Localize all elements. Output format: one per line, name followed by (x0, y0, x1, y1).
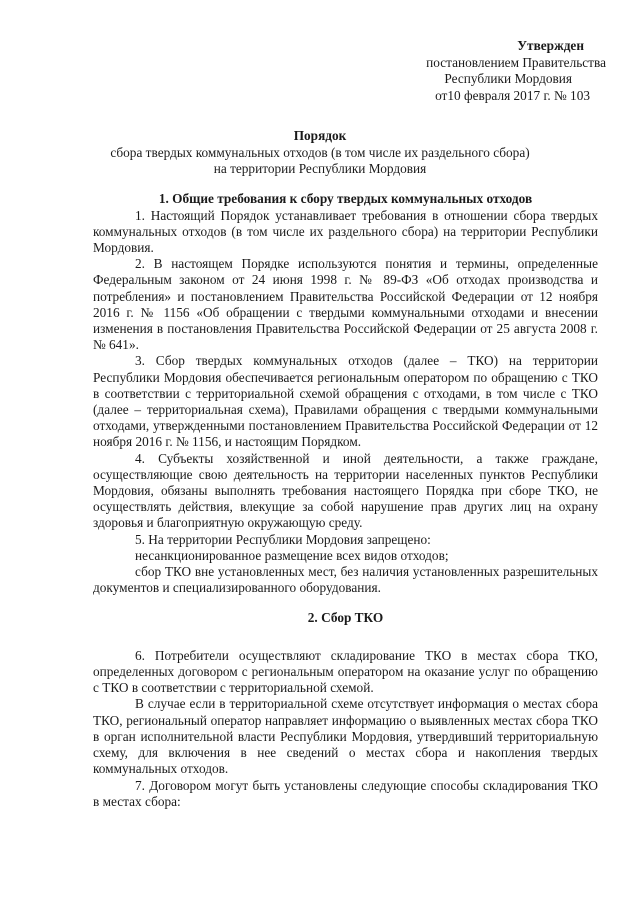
section-1-heading: 1. Общие требования к сбору твердых коммунальных отходов (158, 191, 533, 206)
paragraph-4: 4. Субъекты хозяйственной и иной деятельности, а также граждане, осуществляющие свою деятельность на территории населенных пунктов Республики Мордовия, обязаны выполнять требования настоящего Порядка при сборе ТКО, не осуществлять действия, влекущие за собой нарушение прав других лиц на охрану здоровья и благоприятную окружающую среду. (93, 450, 598, 531)
document-title-block (92, 128, 548, 178)
paragraph-6-continued: В случае если в территориальной схеме отсутствует информация о местах сбора ТКО, региональный оператор направляет информацию о выявленных местах сбора ТКО в орган исполнительной власти Республики Мордовия, утвердивший территориальную схему, для включения в нее сведений о местах сбора и накопления твердых коммунальных отходов. (93, 696, 598, 777)
document-subtitle-2: на территории Республики Мордовия (213, 161, 427, 176)
paragraph-2: 2. В настоящем Порядке используются понятия и термины, определенные Федеральным законом от 24 июня 1998 г. № 89-ФЗ «Об отходах производства и потребления» и постановлением Правительства Российской Федерации от 12 ноября 2016 г. № 1156 «Об обращении с твердыми коммунальными отходами и внесении изменения в постановления Правительства Российской Федерации от 25 августа 2008 г. № 641». (93, 256, 598, 353)
paragraph-5-item-2: сбор ТКО вне установленных мест, без наличия установленных разрешительных документов и специализированного оборудования. (93, 563, 598, 596)
approval-line-2: Республики Мордовия (444, 71, 572, 86)
section-2-heading: 2. Сбор ТКО (307, 610, 384, 626)
approval-line-1: постановлением Правительства (426, 54, 606, 70)
approval-stamp (378, 38, 618, 104)
document-subtitle-1: сбора твердых коммунальных отходов (в том числе их раздельного сбора) (110, 144, 530, 160)
paragraph-3: 3. Сбор твердых коммунальных отходов (далее – ТКО) на территории Республики Мордовия обеспечивается региональным оператором по обращению с ТКО в соответствии с территориальной схемой обращения с отходами, в том числе с ТКО (далее – территориальная схема), Правилами обращения с твердыми коммунальными отходами, утвержденными постановлением Правительства Российской Федерации от 12 ноября 2016 г. № 1156, и настоящим Порядком. (93, 353, 598, 450)
document-body (93, 191, 598, 810)
paragraph-1: 1. Настоящий Порядок устанавливает требования в отношении сбора твердых коммунальных отходов (в том числе их раздельного сбора) на территории Республики Мордовия. (93, 207, 598, 255)
paragraph-5: 5. На территории Республики Мордовия запрещено: (135, 531, 431, 547)
paragraph-5-item-1: несанкционированное размещение всех видов отходов; (135, 547, 449, 563)
approval-title: Утвержден (517, 38, 584, 53)
document-title: Порядок (293, 128, 347, 143)
approval-line-3: от10 февраля 2017 г. № 103 (435, 87, 590, 103)
paragraph-6: 6. Потребители осуществляют складирование ТКО в местах сбора ТКО, определенных договором с региональным оператором на оказание услуг по обращению с ТКО в соответствии с территориальной схемой. (93, 647, 598, 696)
paragraph-7: 7. Договором могут быть установлены следующие способы складирования ТКО в местах сбора: (93, 777, 598, 809)
